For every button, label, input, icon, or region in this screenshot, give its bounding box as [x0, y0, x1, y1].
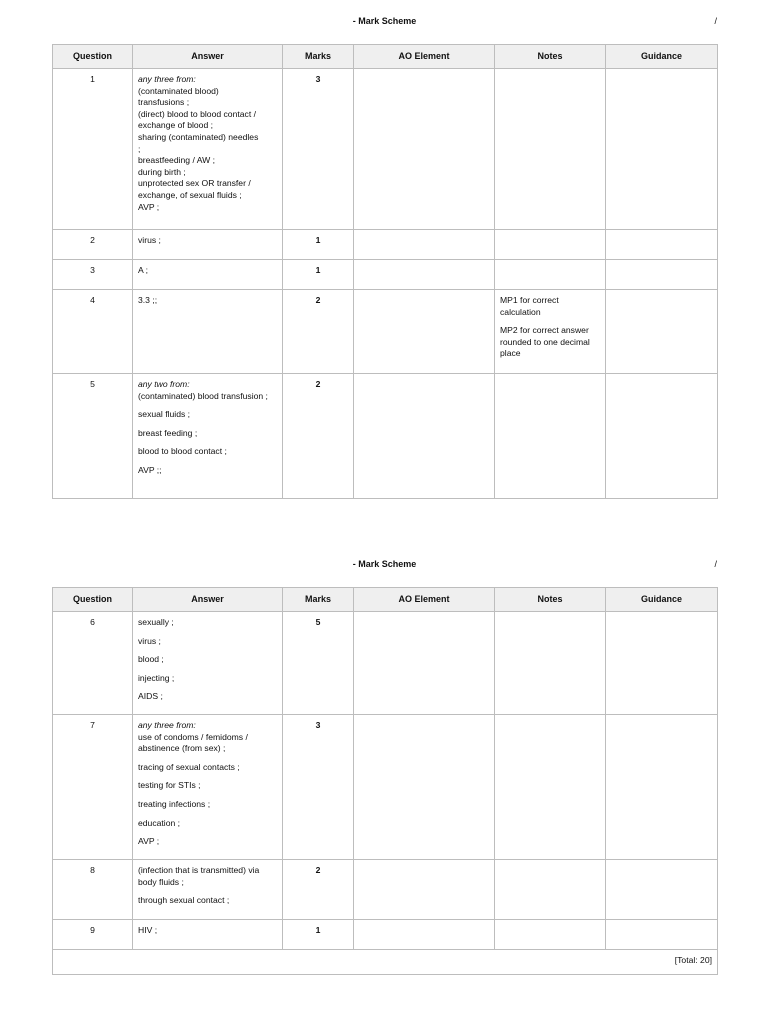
answer-cell: 3.3 ;; — [133, 290, 283, 374]
ao-element-cell — [354, 715, 495, 860]
table-row-q8 — [53, 860, 718, 920]
ao-element-cell — [354, 230, 495, 260]
notes-cell — [495, 290, 606, 374]
answer-line: breastfeeding / AW ; — [138, 155, 216, 166]
table-row-q7 — [53, 715, 718, 860]
column-header-question: Question — [53, 45, 133, 69]
marks-cell: 3 — [283, 715, 354, 860]
notes-cell — [495, 860, 606, 920]
question-number: 3 — [53, 260, 133, 290]
answer-line: (direct) blood to blood contact / — [138, 108, 256, 119]
notes-cell — [495, 715, 606, 860]
guidance-cell — [606, 920, 718, 950]
answer-line: education ; — [138, 817, 181, 828]
question-number: 4 — [53, 290, 133, 374]
table-row-q6 — [53, 612, 718, 715]
notes-cell — [495, 612, 606, 715]
marks-cell: 5 — [283, 612, 354, 715]
notes-cell — [495, 920, 606, 950]
mark-scheme-table-2 — [52, 587, 718, 975]
column-header-marks: Marks — [283, 588, 354, 612]
answer-line: blood ; — [138, 654, 164, 665]
guidance-cell — [606, 374, 718, 499]
answer-line: use of condoms / femidoms / abstinence (from sex) ; — [138, 731, 248, 754]
table-header-row — [53, 45, 718, 69]
page-title: - Mark Scheme — [352, 16, 417, 26]
answer-line: treating infections ; — [138, 798, 211, 809]
notes-cell — [495, 374, 606, 499]
answer-cell — [133, 715, 283, 860]
guidance-cell — [606, 290, 718, 374]
marks-cell: 1 — [283, 260, 354, 290]
page-header-1 — [52, 14, 717, 28]
answer-line: breast feeding ; — [138, 427, 198, 438]
notes-cell — [495, 230, 606, 260]
question-number: 8 — [53, 860, 133, 920]
column-header-notes: Notes — [495, 45, 606, 69]
answer-line: virus ; — [138, 635, 161, 646]
marks-cell: 2 — [283, 860, 354, 920]
column-header-ao-element: AO Element — [354, 45, 495, 69]
column-header-notes: Notes — [495, 588, 606, 612]
total-marks: [Total: 20] — [53, 950, 718, 975]
answer-line: (contaminated blood) — [138, 85, 219, 96]
question-number: 2 — [53, 230, 133, 260]
answer-line: tracing of sexual contacts ; — [138, 761, 240, 772]
answer-cell: HIV ; — [133, 920, 283, 950]
column-header-answer: Answer — [133, 588, 283, 612]
question-number: 9 — [53, 920, 133, 950]
ao-element-cell — [354, 69, 495, 230]
table-row-q2 — [53, 230, 718, 260]
marks-cell: 3 — [283, 69, 354, 230]
notes-cell — [495, 69, 606, 230]
guidance-cell — [606, 612, 718, 715]
page-number-slash: / — [714, 559, 717, 569]
answer-intro: any three from: — [138, 74, 196, 84]
answer-line: sexually ; — [138, 617, 174, 627]
table-row-q1 — [53, 69, 718, 230]
guidance-cell — [606, 69, 718, 230]
answer-line: testing for STIs ; — [138, 780, 201, 791]
answer-line: ; — [138, 143, 141, 154]
answer-line: (contaminated) blood transfusion ; — [138, 390, 268, 401]
answer-line: sexual fluids ; — [138, 409, 191, 420]
answer-line: exchange of blood ; — [138, 120, 214, 131]
page-header-2 — [52, 557, 717, 571]
marks-cell: 1 — [283, 230, 354, 260]
column-header-answer: Answer — [133, 45, 283, 69]
answer-cell: A ; — [133, 260, 283, 290]
table-row-q5 — [53, 374, 718, 499]
ao-element-cell — [354, 920, 495, 950]
table-row-q9 — [53, 920, 718, 950]
answer-line: injecting ; — [138, 672, 175, 683]
answer-line: transfusions ; — [138, 97, 190, 108]
answer-cell — [133, 374, 283, 499]
column-header-guidance: Guidance — [606, 588, 718, 612]
answer-cell: virus ; — [133, 230, 283, 260]
table-row-total — [53, 950, 718, 975]
marks-cell: 2 — [283, 290, 354, 374]
answer-line: exchange, of sexual fluids ; — [138, 189, 242, 200]
table-row-q3 — [53, 260, 718, 290]
notes-mp2: MP2 for correct answer rounded to one decimal place — [500, 325, 590, 359]
question-number: 7 — [53, 715, 133, 860]
guidance-cell — [606, 230, 718, 260]
answer-cell — [133, 69, 283, 230]
question-number: 6 — [53, 612, 133, 715]
guidance-cell — [606, 715, 718, 860]
answer-intro: any two from: — [138, 379, 190, 389]
answer-line: AVP ; — [138, 836, 160, 847]
column-header-marks: Marks — [283, 45, 354, 69]
guidance-cell — [606, 860, 718, 920]
answer-cell — [133, 860, 283, 920]
marks-cell: 1 — [283, 920, 354, 950]
answer-line: AIDS ; — [138, 691, 163, 702]
answer-line: during birth ; — [138, 166, 186, 177]
ao-element-cell — [354, 290, 495, 374]
ao-element-cell — [354, 260, 495, 290]
answer-cell — [133, 612, 283, 715]
answer-line: (infection that is transmitted) via body fluids ; — [138, 865, 260, 887]
answer-line: sharing (contaminated) needles — [138, 131, 259, 142]
ao-element-cell — [354, 860, 495, 920]
page-number-slash: / — [714, 16, 717, 26]
notes-cell — [495, 260, 606, 290]
answer-intro: any three from: — [138, 720, 196, 730]
answer-line: unprotected sex OR transfer / — [138, 178, 251, 189]
notes-mp1: MP1 for correct calculation — [500, 295, 559, 317]
mark-scheme-table-1 — [52, 44, 718, 499]
column-header-guidance: Guidance — [606, 45, 718, 69]
answer-line: through sexual contact ; — [138, 895, 230, 906]
ao-element-cell — [354, 374, 495, 499]
answer-line: AVP ;; — [138, 464, 162, 475]
column-header-question: Question — [53, 588, 133, 612]
table-header-row — [53, 588, 718, 612]
page-title: - Mark Scheme — [352, 559, 417, 569]
answer-line: blood to blood contact ; — [138, 446, 227, 457]
guidance-cell — [606, 260, 718, 290]
table-row-q4 — [53, 290, 718, 374]
question-number: 5 — [53, 374, 133, 499]
column-header-ao-element: AO Element — [354, 588, 495, 612]
marks-cell: 2 — [283, 374, 354, 499]
ao-element-cell — [354, 612, 495, 715]
question-number: 1 — [53, 69, 133, 230]
answer-line: AVP ; — [138, 201, 160, 212]
